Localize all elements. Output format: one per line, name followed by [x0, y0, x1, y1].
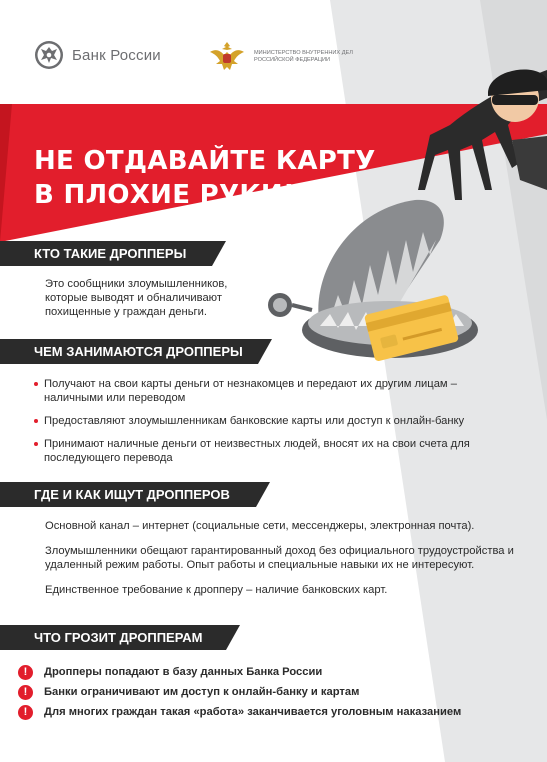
section-threat-list [18, 662, 461, 722]
where-paragraph: Основной канал – интернет (социальные сети, мессенджеры, электронная почта). [45, 520, 475, 532]
section-where-heading: ГДЕ И КАК ИЩУТ ДРОППЕРОВ [0, 482, 256, 507]
section-who-heading: КТО ТАКИЕ ДРОППЕРЫ [0, 241, 212, 266]
exclamation-circle-icon: ! [18, 665, 33, 680]
risk-text: Банки ограничивают им доступ к онлайн-банку и картам [44, 686, 360, 698]
section-what-list [34, 377, 514, 474]
risk-text: Для многих граждан такая «работа» заканчивается уголовным наказанием [44, 706, 462, 718]
who-text-line-2: которые выводят и обналичивают [45, 292, 222, 304]
who-text-line-3: похищенные у граждан деньги. [45, 306, 207, 318]
section-threat-heading: ЧТО ГРОЗИТ ДРОППЕРАМ [0, 625, 226, 650]
list-item: Принимают наличные деньги от неизвестных людей, вносят их на свои счета для последующего перевода [34, 437, 514, 465]
where-paragraph: Злоумышленники обещают гарантированный доход без официального трудоустройства и удаленный режим работы. Опыт работы и специальные навыки их не интересуют. [45, 545, 514, 571]
bank-name: Банк России [72, 46, 161, 64]
ministry-name: МИНИСТЕРСТВО ВНУТРЕННИХ ДЕЛ РОССИЙСКОЙ ФЕДЕРАЦИИ [254, 50, 353, 63]
list-item: Предоставляют злоумышленникам банковские карты или доступ к онлайн-банку [34, 414, 514, 428]
exclamation-circle-icon: ! [18, 705, 33, 720]
section-where-text [45, 519, 525, 608]
mvd-emblem-icon [208, 40, 246, 74]
title-line-1: НЕ ОТДАВАЙТЕ КАРТУ [34, 146, 376, 176]
risk-item [18, 702, 461, 722]
bank-of-russia-logo [34, 40, 161, 70]
section-what-heading: ЧЕМ ЗАНИМАЮТСЯ ДРОППЕРЫ [0, 339, 258, 364]
exclamation-circle-icon: ! [18, 685, 33, 700]
risk-text: Дропперы попадают в базу данных Банка России [44, 666, 323, 678]
list-item: Получают на свои карты деньги от незнакомцев и передают их другим лицам – наличными или переводом [34, 377, 514, 405]
section-who-text [45, 277, 227, 319]
who-text-line-1: Это сообщники злоумышленников, [45, 278, 228, 290]
title-line-2: В ПЛОХИЕ РУКИ! [34, 180, 296, 210]
risk-item [18, 662, 461, 682]
bank-of-russia-eagle-icon [34, 40, 64, 70]
where-paragraph: Единственное требование к дропперу – наличие банковских карт. [45, 584, 388, 596]
risk-item [18, 682, 461, 702]
thief-trap-illustration [250, 40, 547, 380]
